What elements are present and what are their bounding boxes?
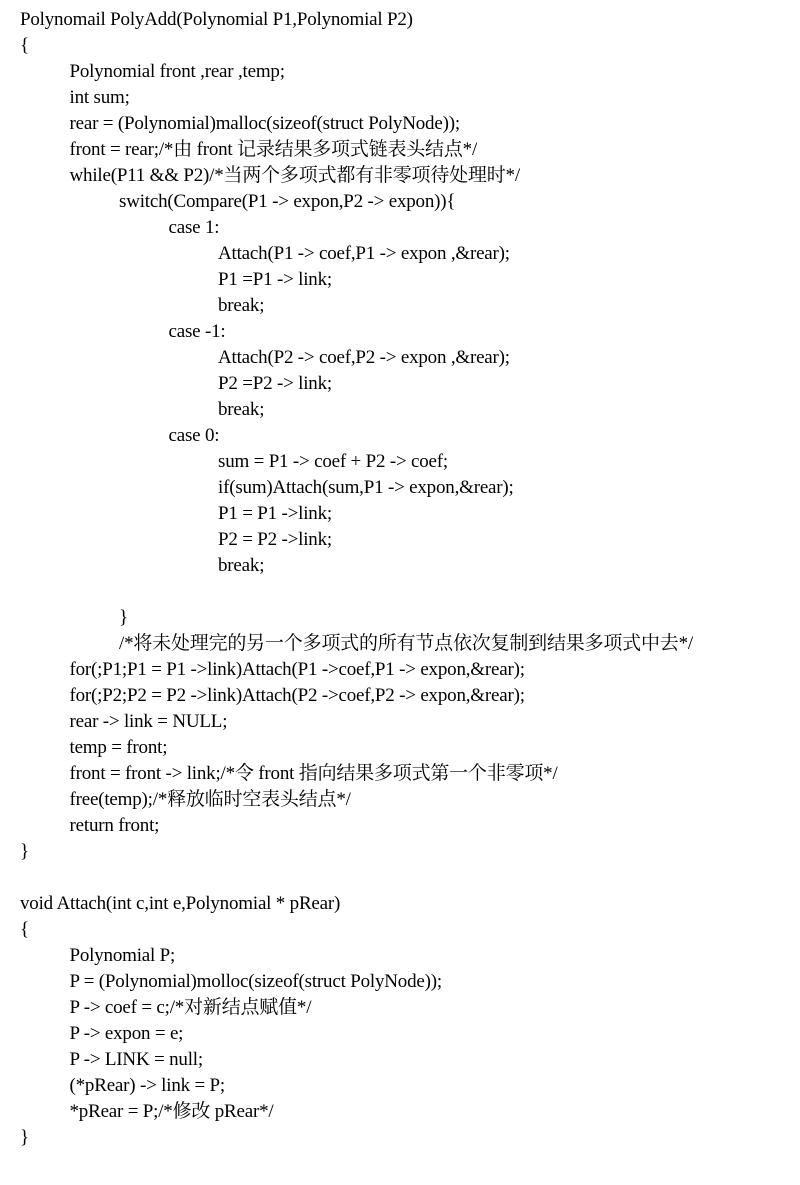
code-line: Attach(P1 -> coef,P1 -> expon ,&rear); (218, 243, 510, 264)
code-line: /*将未处理完的另一个多项式的所有节点依次复制到结果多项式中去*/ (119, 633, 693, 654)
code-line: free(temp);/*释放临时空表头结点*/ (69, 789, 351, 810)
code-line: int sum; (69, 87, 130, 108)
code-line: for(;P1;P1 = P1 ->link)Attach(P1 ->coef,P1 -> expon,&rear); (69, 659, 525, 680)
code-line: Polynomail PolyAdd(Polynomial P1,Polynomial P2) (20, 9, 413, 30)
code-line: P1 =P1 -> link; (218, 269, 332, 290)
code-line: Attach(P2 -> coef,P2 -> expon ,&rear); (218, 347, 510, 368)
code-line: break; (218, 399, 265, 420)
code-line: P1 = P1 ->link; (218, 503, 332, 524)
code-line: rear -> link = NULL; (69, 711, 228, 732)
code-line: while(P11 && P2)/*当两个多项式都有非零项待处理时*/ (69, 165, 520, 186)
code-line: for(;P2;P2 = P2 ->link)Attach(P2 ->coef,P2 -> expon,&rear); (69, 685, 525, 706)
code-line: } (20, 841, 29, 862)
code-line: front = rear;/*由 front 记录结果多项式链表头结点*/ (69, 139, 478, 160)
code-line: P2 = P2 ->link; (218, 529, 332, 550)
code-line: rear = (Polynomial)malloc(sizeof(struct PolyNode)); (69, 113, 460, 134)
code-line: break; (218, 295, 265, 316)
code-line: } (119, 607, 128, 628)
code-line: temp = front; (69, 737, 168, 758)
code-line: sum = P1 -> coef + P2 -> coef; (218, 451, 448, 472)
code-line: case 1: (168, 217, 220, 238)
code-line: void Attach(int c,int e,Polynomial * pRear) (20, 893, 341, 914)
code-line: break; (218, 555, 265, 576)
code-line: P -> coef = c;/*对新结点赋值*/ (69, 997, 312, 1018)
code-line: Polynomial front ,rear ,temp; (69, 61, 285, 82)
code-line: P -> expon = e; (69, 1023, 184, 1044)
code-line: { (20, 919, 29, 940)
code-line: } (20, 1127, 29, 1148)
code-line: case 0: (168, 425, 220, 446)
code-line: case -1: (168, 321, 226, 342)
code-line: return front; (69, 815, 160, 836)
code-line: switch(Compare(P1 -> expon,P2 -> expon)){ (119, 191, 456, 212)
code-line: (*pRear) -> link = P; (69, 1075, 225, 1096)
code-line: if(sum)Attach(sum,P1 -> expon,&rear); (218, 477, 514, 498)
code-line: P -> LINK = null; (69, 1049, 203, 1070)
code-line: P = (Polynomial)molloc(sizeof(struct PolyNode)); (69, 971, 442, 992)
code-line: { (20, 35, 29, 56)
code-line: front = front -> link;/*令 front 指向结果多项式第一个非零项*/ (69, 763, 558, 784)
code-line: P2 =P2 -> link; (218, 373, 332, 394)
code-line: *pRear = P;/*修改 pRear*/ (69, 1101, 274, 1122)
code-line: Polynomial P; (69, 945, 176, 966)
